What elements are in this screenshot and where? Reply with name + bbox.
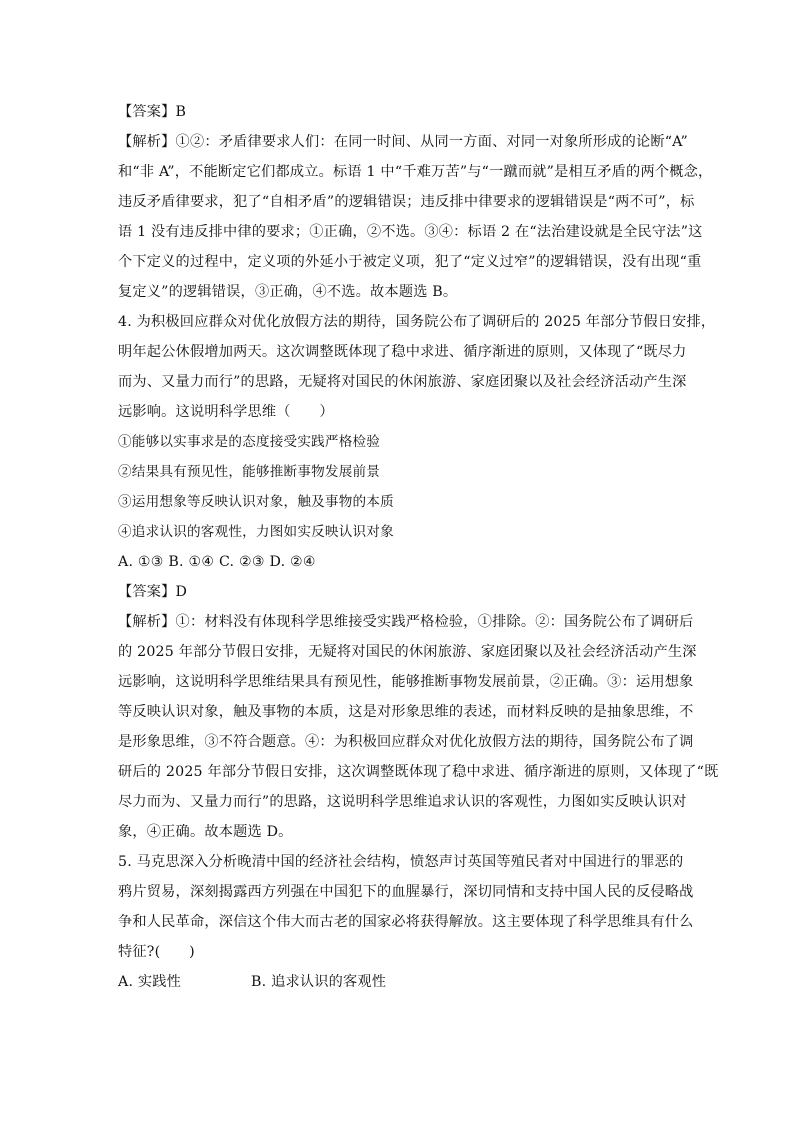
- q5-stem-line-1: 5. 马克思深入分析晚清中国的经济社会结构，愤怒声讨英国等殖民者对中国进行的罪恶的: [118, 854, 684, 870]
- q5-choice-b: B. 追求认识的客观性: [251, 974, 387, 990]
- q4-analysis-line-6: 研后的 2025 年部分节假日安排，这次调整既体现了稳中求进、循序渐进的原则，又体现了“既: [118, 764, 719, 780]
- q4-analysis-line-8: 象，④正确。故本题选 D。: [118, 824, 293, 840]
- q5-choice-a: A. 实践性: [118, 974, 182, 990]
- q3-answer: 【答案】B: [118, 104, 187, 120]
- q4-analysis-line-4: 等反映认识对象，触及事物的本质，这是对形象思维的表述，而材料反映的是抽象思维，不: [118, 704, 694, 720]
- q4-stem-line-1: 4. 为积极回应群众对优化放假方法的期待，国务院公布了调研后的 2025 年部分节假日安排，: [118, 314, 716, 330]
- q4-option-3: ③运用想象等反映认识对象，触及事物的本质: [118, 494, 394, 510]
- q4-analysis-line-7: 尽力而为、又量力而行”的思路，这说明科学思维追求认识的客观性，力图如实反映认识对: [118, 794, 687, 810]
- q3-analysis-line-4: 语 1 没有违反排中律的要求；①正确，②不选。③④：标语 2 在“法治建设就是全民守法”这: [118, 224, 703, 240]
- q5-stem-line-3: 争和人民革命，深信这个伟大而古老的国家必将获得解放。这主要体现了科学思维具有什么: [118, 914, 694, 930]
- q5-stem-line-2: 鸦片贸易，深刻揭露西方列强在中国犯下的血腥暴行，深切同情和支持中国人民的反侵略战: [118, 884, 694, 900]
- q4-analysis-line-2: 的 2025 年部分节假日安排，无疑将对国民的休闲旅游、家庭团聚以及社会经济活动产生深: [118, 644, 697, 660]
- q3-analysis-line-5: 个下定义的过程中，定义项的外延小于被定义项，犯了“定义过窄”的逻辑错误，没有出现“重: [118, 254, 702, 270]
- q4-answer: 【答案】D: [118, 584, 188, 600]
- q4-option-2: ②结果具有预见性，能够推断事物发展前景: [118, 464, 381, 480]
- q4-stem-line-3: 而为、又量力而行”的思路，无疑将对国民的休闲旅游、家庭团聚以及社会经济活动产生深: [118, 374, 687, 390]
- q4-analysis-line-1: 【解析】①：材料没有体现科学思维接受实践严格检验，①排除。②：国务院公布了调研后: [118, 614, 694, 630]
- q3-analysis-line-6: 复定义”的逻辑错误，③正确，④不选。故本题选 B。: [118, 284, 458, 300]
- q4-option-4: ④追求认识的客观性，力图如实反映认识对象: [118, 524, 394, 540]
- q4-stem-line-4: 远影响。这说明科学思维（ ）: [118, 404, 334, 420]
- q3-analysis-line-3: 违反矛盾律要求，犯了“自相矛盾”的逻辑错误；违反排中律要求的逻辑错误是“两不可”，标: [118, 194, 695, 210]
- q4-choices: A. ①③ B. ①④ C. ②③ D. ②④: [118, 554, 316, 570]
- q4-analysis-line-5: 是形象思维，③不符合题意。④：为积极回应群众对优化放假方法的期待，国务院公布了调: [118, 734, 694, 750]
- q4-stem-line-2: 明年起公休假增加两天。这次调整既体现了稳中求进、循序渐进的原则，又体现了“既尽力: [118, 344, 687, 360]
- q5-choices-row: [118, 967, 678, 997]
- q4-analysis-line-3: 远影响，这说明科学思维结果具有预见性，能够推断事物发展前景，②正确。③：运用想象: [118, 674, 694, 690]
- q5-stem-line-4: 特征?( ): [118, 944, 195, 960]
- document-body: [118, 97, 719, 997]
- q4-option-1: ①能够以实事求是的态度接受实践严格检验: [118, 434, 381, 450]
- q3-analysis-line-2: 和“非 A”，不能断定它们都成立。标语 1 中“千难万苦”与“一蹴而就”是相互矛盾的两个概念，: [118, 164, 713, 180]
- q3-analysis-line-1: 【解析】①②：矛盾律要求人们：在同一时间、从同一方面、对同一对象所形成的论断“A”: [118, 134, 688, 150]
